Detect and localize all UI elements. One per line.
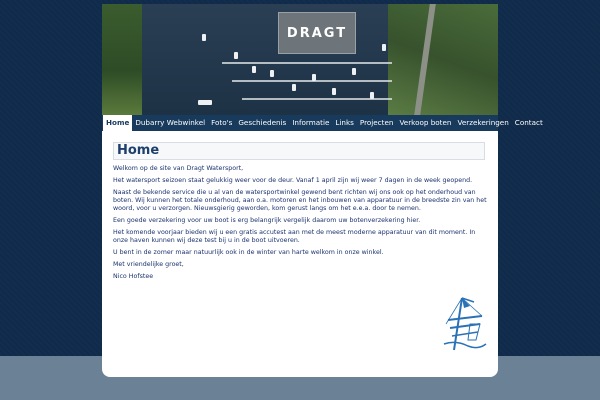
nav-item-projecten[interactable]: Projecten	[359, 118, 394, 127]
banner-dock	[222, 62, 392, 64]
nav-item-dubarry-webwinkel[interactable]: Dubarry Webwinkel	[135, 118, 206, 127]
nav-item-links[interactable]: Links	[335, 118, 354, 127]
banner-boat	[370, 92, 374, 99]
paragraph-welcome-store: U bent in de zomer maar natuurlijk ook in de winter van harte welkom in onze winkel.	[113, 249, 384, 256]
paragraph-service: Naast de bekende service die u al van de watersportwinkel gewend bent richten wij ons ook op het onderhoud van boten. Wij kunnen het totale onderhoud, aan o.a. motoren en het inbouwen van apparatuur in de breedste zin van het woord, voor u verzorgen. Nieuwsgierig geworden, kom gerust langs om het e.e.a. door te nemen.	[113, 189, 487, 212]
paragraph-battery-test: Het komende voorjaar bieden wij u een gratis accutest aan met de meest moderne apparatuur van dit moment. In onze haven kunnen wij deze test bij u in de boot uitvoeren.	[113, 229, 476, 244]
paragraph-welcome: Welkom op de site van Dragt Watersport,	[113, 165, 244, 172]
banner-land-right	[388, 4, 498, 115]
banner-boat	[202, 34, 206, 41]
paragraph-insurance: Een goede verzekering voor uw boot is erg belangrijk vergelijk daarom uw botenverzekering hier.	[113, 217, 421, 224]
banner-boat	[312, 74, 316, 81]
header-banner-photo	[102, 4, 498, 115]
banner-boat	[382, 44, 386, 51]
page-title: Home	[117, 143, 160, 158]
nav-item-home[interactable]: Home	[103, 115, 132, 131]
banner-boat	[270, 70, 274, 77]
nav-item-verzekeringen[interactable]: Verzekeringen	[457, 118, 509, 127]
paragraph-signature: Nico Hofstee	[113, 273, 154, 280]
main-navigation	[102, 115, 543, 131]
banner-boat	[198, 100, 212, 105]
page-title-box	[113, 142, 485, 160]
body-text	[113, 165, 487, 281]
paragraph-greeting: Met vriendelijke groet,	[113, 261, 184, 268]
banner-boat	[234, 52, 238, 59]
nav-item-geschiedenis[interactable]: Geschiedenis	[238, 118, 287, 127]
nav-item-informatie[interactable]: Informatie	[292, 118, 330, 127]
nav-item-contact[interactable]: Contact	[514, 118, 543, 127]
banner-boat	[332, 88, 336, 95]
nav-item-fotos[interactable]: Foto's	[211, 118, 233, 127]
nav-item-verkoop-boten[interactable]: Verkoop boten	[399, 118, 452, 127]
banner-boat	[292, 84, 296, 91]
mast-logo-icon	[440, 294, 488, 352]
banner-boat	[352, 68, 356, 75]
paragraph-season: Het watersport seizoen staat gelukkig weer voor de deur. Vanaf 1 april zijn wij weer 7 dagen in de week geopend.	[113, 177, 473, 184]
main-content	[113, 142, 487, 285]
banner-building	[278, 12, 356, 54]
page-container	[102, 4, 543, 377]
banner-boat	[252, 66, 256, 73]
site-logo: DRAGT	[286, 25, 348, 41]
